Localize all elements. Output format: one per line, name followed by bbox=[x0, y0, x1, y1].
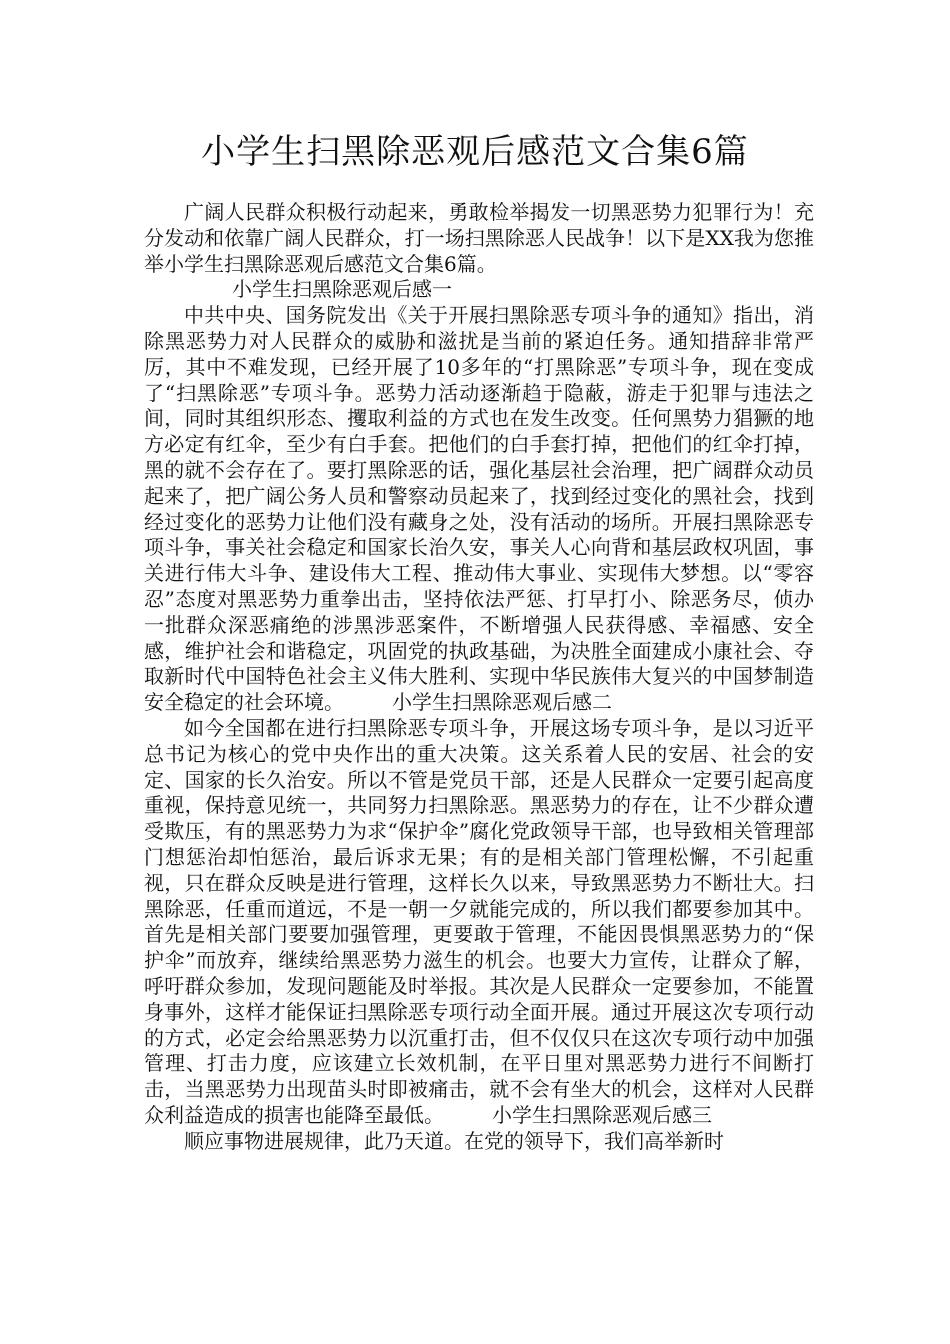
section-1-text: 中共中央、国务院发出《关于开展扫黑除恶专项斗争的通知》指出，消除黑恶势力对人民群众的威胁和滋扰是当前的紧迫任务。通知措辞非常严厉，其中不难发现，已经开展了10多年的“打黑除恶”专项斗争，现在变成了“扫黑除恶”专项斗争。恶势力活动逐渐趋于隐蔽，游走于犯罪与违法之间，同时其组织形态、攫取利益的方式也在发生改变。任何黑势力猖獗的地方必定有红伞，至少有白手套。把他们的白手套打掉，把他们的红伞打掉，黑的就不会存在了。要打黑除恶的话，强化基层社会治理，把广阔群众动员起来了，把广阔公务人员和警察动员起来了，找到经过变化的黑社会，找到经过变化的恶势力让他们没有藏身之处，没有活动的场所。开展扫黑除恶专项斗争，事关社会稳定和国家长治久安，事关人心向背和基层政权巩固，事关进行伟大斗争、建设伟大工程、推动伟大事业、实现伟大梦想。以“零容忍”态度对黑恶势力重拳出击，坚持依法严惩、打早打小、除恶务尽，侦办一批群众深恶痛绝的涉黑涉恶案件，不断增强人民获得感、幸福感、安全感，维护社会和谐稳定，巩固党的执政基础，为决胜全面建成小康社会、夺取新时代中国特色社会主义伟大胜利、实现中华民族伟大复兴的中国梦制造安全稳定的社会环境。 bbox=[144, 303, 814, 715]
document-body bbox=[144, 200, 814, 1154]
intro-paragraph: 广阔人民群众积极行动起来，勇敢检举揭发一切黑恶势力犯罪行为！充分发动和依靠广阔人民群众，打一场扫黑除恶人民战争！以下是XX我为您推举小学生扫黑除恶观后感范文合集6篇。 bbox=[144, 200, 814, 276]
section-1-paragraph bbox=[144, 303, 814, 716]
section-2-paragraph bbox=[144, 716, 814, 1129]
section-2-text: 如今全国都在进行扫黑除恶专项斗争，开展这场专项斗争，是以习近平总书记为核心的党中央作出的重大决策。这关系着人民的安居、社会的安定、国家的长久治安。所以不管是党员干部，还是人民群众一定要引起高度重视，保持意见统一，共同努力扫黑除恶。黑恶势力的存在，让不少群众遭受欺压，有的黑恶势力为求“保护伞”腐化党政领导干部，也导致相关管理部门想惩治却怕惩治，最后诉求无果；有的是相关部门管理松懈，不引起重视，只在群众反映是进行管理，这样长久以来，导致黑恶势力不断壮大。扫黑除恶，任重而道远，不是一朝一夕就能完成的，所以我们都要参加其中。首先是相关部门要要加强管理，更要敢于管理，不能因畏惧黑恶势力的“保护伞”而放弃，继续给黑恶势力滋生的机会。也要大力宣传，让群众了解，呼吁群众参加，发现问题能及时举报。其次是人民群众一定要参加，不能置身事外，这样才能保证扫黑除恶专项行动全面开展。通过开展这次专项行动的方式，必定会给黑恶势力以沉重打击，但不仅仅只在这次专项行动中加强管理、打击力度，应该建立长效机制，在平日里对黑恶势力进行不间断打击，当黑恶势力出现苗头时即被痛击，就不会有坐大的机会，这样对人民群众利益造成的损害也能降至最低。 bbox=[144, 715, 814, 1127]
section-3-paragraph: 顺应事物进展规律，此乃天道。在党的领导下，我们高举新时 bbox=[184, 1128, 724, 1153]
section-heading-1: 小学生扫黑除恶观后感一 bbox=[232, 277, 452, 302]
section-heading-3: 小学生扫黑除恶观后感三 bbox=[492, 1102, 712, 1127]
section-heading-2: 小学生扫黑除恶观后感二 bbox=[392, 690, 612, 715]
document-title: 小学生扫黑除恶观后感范文合集6篇 bbox=[201, 132, 749, 172]
